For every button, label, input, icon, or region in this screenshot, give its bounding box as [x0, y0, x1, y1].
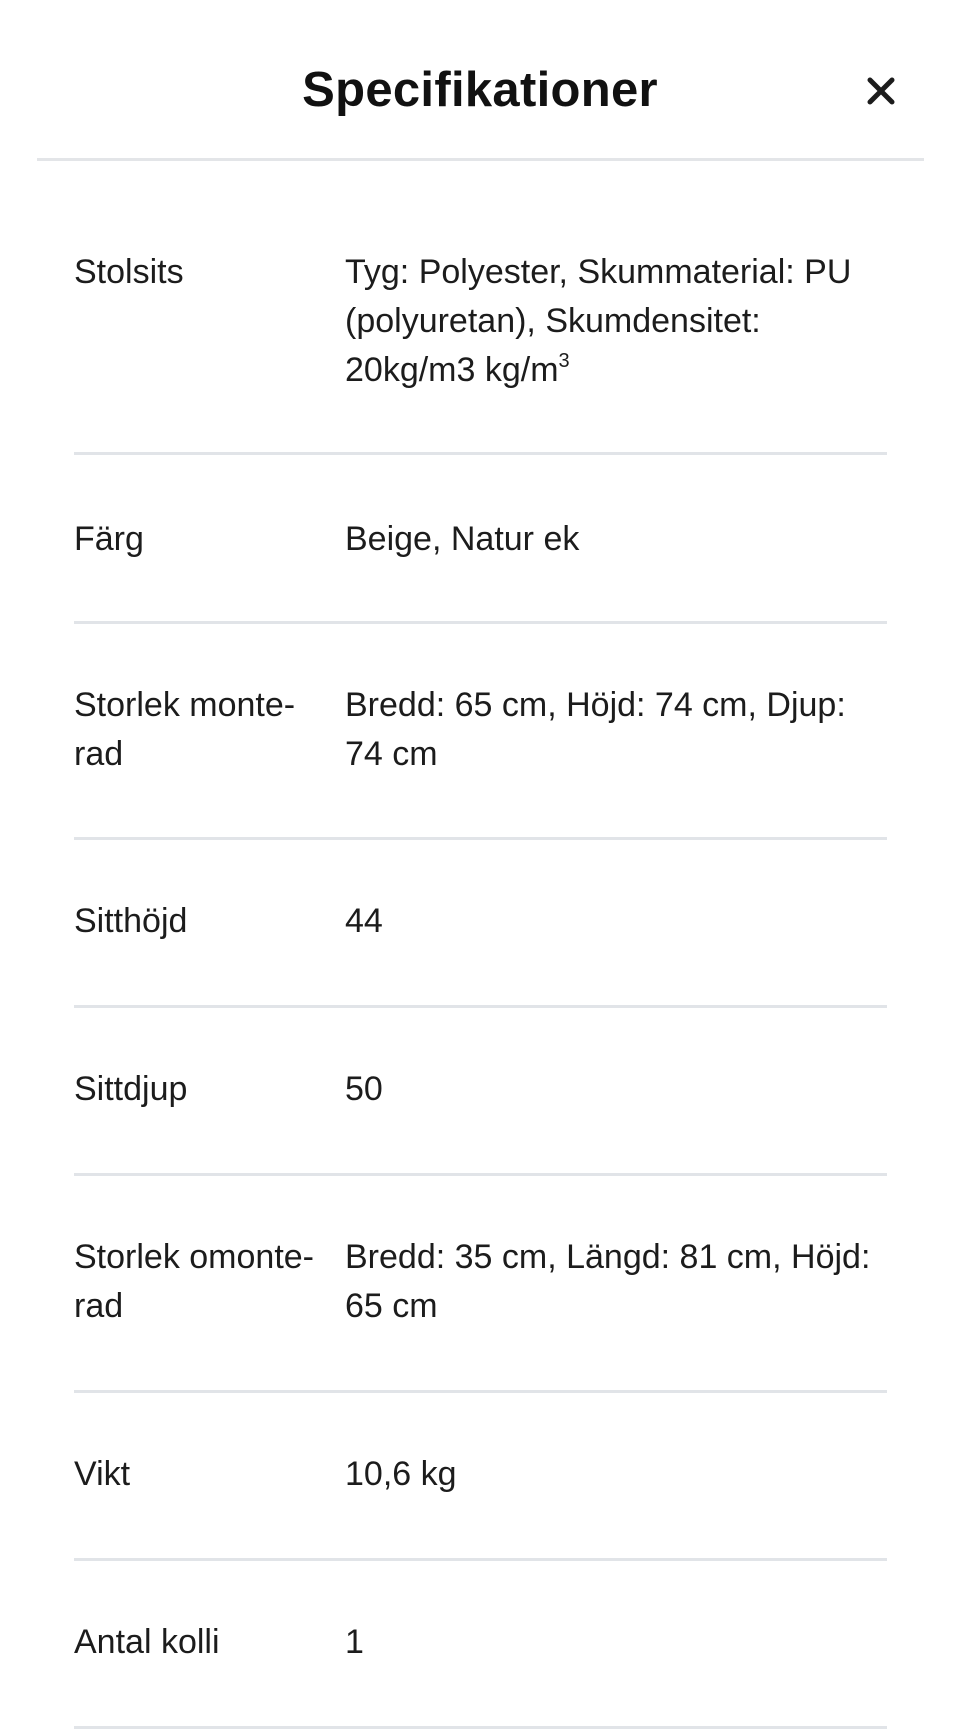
spec-row-vikt: [74, 1393, 887, 1561]
spec-value-line: 74 cm: [345, 735, 438, 773]
spec-value-line: 44: [345, 902, 383, 940]
spec-label-line: Sittdjup: [74, 1070, 188, 1108]
spec-value-line: 20kg/m3 kg/m: [345, 351, 559, 389]
spec-label-line: rad: [74, 1287, 124, 1325]
modal-header: [0, 0, 960, 160]
spec-value-line: Tyg: Polyester, Skummaterial: PU: [345, 253, 852, 291]
spec-label: [74, 1233, 345, 1331]
spec-value-line: Beige, Natur ek: [345, 520, 580, 558]
spec-row-antal-kolli: [74, 1561, 887, 1729]
spec-label: [74, 515, 345, 564]
spec-label-line: Vikt: [74, 1455, 131, 1493]
spec-value-line: 1: [345, 1623, 364, 1661]
spec-row-storlek-monterad: [74, 624, 887, 840]
spec-value-line: 10,6 kg: [345, 1455, 457, 1493]
spec-row-stolsits: [74, 161, 887, 455]
page-title: Specifikationer: [302, 63, 658, 117]
spec-value: [345, 1450, 887, 1499]
spec-label-line: Storlek omonte-: [74, 1238, 314, 1276]
spec-value-line: 65 cm: [345, 1287, 438, 1325]
spec-value-line: 50: [345, 1070, 383, 1108]
spec-row-sitthojd: [74, 840, 887, 1008]
close-icon: [867, 77, 895, 105]
spec-label: [74, 1450, 345, 1499]
spec-label: [74, 1065, 345, 1114]
spec-list: [74, 161, 887, 1729]
spec-value-line: Bredd: 35 cm, Längd: 81 cm, Höjd:: [345, 1238, 871, 1276]
spec-label: [74, 681, 345, 779]
spec-label-line: Antal kolli: [74, 1623, 220, 1661]
spec-value: [345, 515, 887, 564]
spec-value: [345, 897, 887, 946]
spec-row-sittdjup: [74, 1008, 887, 1176]
superscript: 3: [558, 350, 570, 372]
spec-label-line: Färg: [74, 520, 144, 558]
spec-value: [345, 1618, 887, 1667]
spec-label: [74, 897, 345, 946]
spec-value-line: (polyuretan), Skumdensitet:: [345, 302, 761, 340]
spec-value: [345, 681, 887, 779]
spec-value: [345, 1233, 887, 1331]
spec-label: [74, 1618, 345, 1667]
spec-value: [345, 1065, 887, 1114]
spec-label-line: Sitthöjd: [74, 902, 188, 940]
spec-label-line: Stolsits: [74, 253, 184, 291]
spec-label-line: Storlek monte-: [74, 686, 296, 724]
spec-label: [74, 248, 345, 297]
spec-value: [345, 248, 887, 395]
spec-row-storlek-omonterad: [74, 1176, 887, 1393]
close-button[interactable]: [858, 68, 904, 114]
spec-row-farg: [74, 455, 887, 624]
spec-value-line: Bredd: 65 cm, Höjd: 74 cm, Djup:: [345, 686, 846, 724]
spec-label-line: rad: [74, 735, 124, 773]
